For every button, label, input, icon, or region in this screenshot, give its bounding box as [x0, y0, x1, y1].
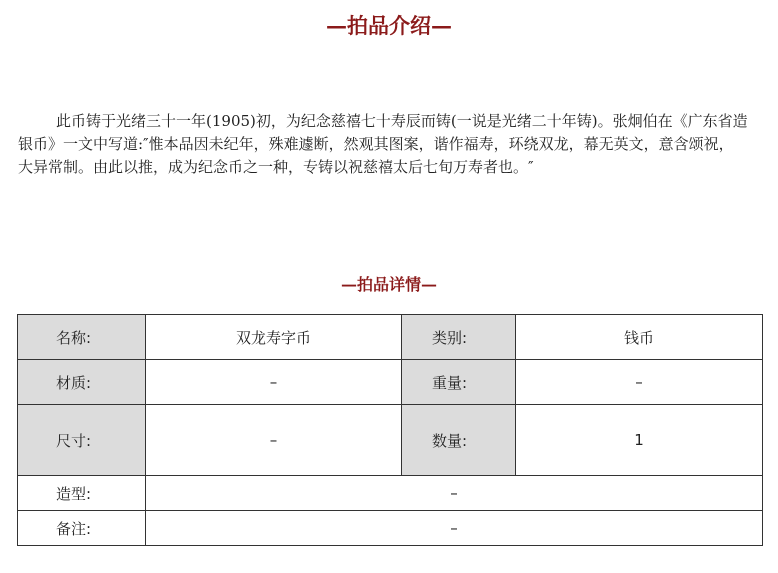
quantity-value: 1: [516, 405, 763, 476]
material-label: 材质:: [18, 360, 146, 405]
table-row: [18, 315, 763, 360]
table-row: [18, 360, 763, 405]
size-value: –: [146, 405, 402, 476]
remark-value: –: [146, 511, 763, 546]
category-label: 类别:: [402, 315, 516, 360]
details-section-title: —拍品详情—: [340, 275, 437, 294]
size-label: 尺寸:: [18, 405, 146, 476]
table-row: [18, 405, 763, 476]
quantity-label: 数量:: [402, 405, 516, 476]
name-label: 名称:: [18, 315, 146, 360]
intro-paragraph: 此币铸于光绪三十一年(1905)初，为纪念慈禧七十寿辰而铸(一说是光绪二十年铸)。张炯伯在《广东省造银币》一文中写道:″惟本品因未纪年，殊难遽断，然观其图案，谐作福寿，环绕双龙，幕无英文，意含颂祝，大异常制。由此以推，成为纪念币之一种，专铸以祝慈禧太后七旬万寿者也。″: [18, 112, 748, 176]
material-value: –: [146, 360, 402, 405]
details-table: [17, 314, 763, 546]
weight-label: 重量:: [402, 360, 516, 405]
intro-section-title: —拍品介绍—: [326, 13, 452, 38]
name-value: 双龙寿字币: [146, 315, 402, 360]
table-row: [18, 476, 763, 511]
weight-value: –: [516, 360, 763, 405]
shape-label: 造型:: [18, 476, 146, 511]
shape-value: –: [146, 476, 763, 511]
table-row: [18, 511, 763, 546]
category-value: 钱币: [516, 315, 763, 360]
remark-label: 备注:: [18, 511, 146, 546]
